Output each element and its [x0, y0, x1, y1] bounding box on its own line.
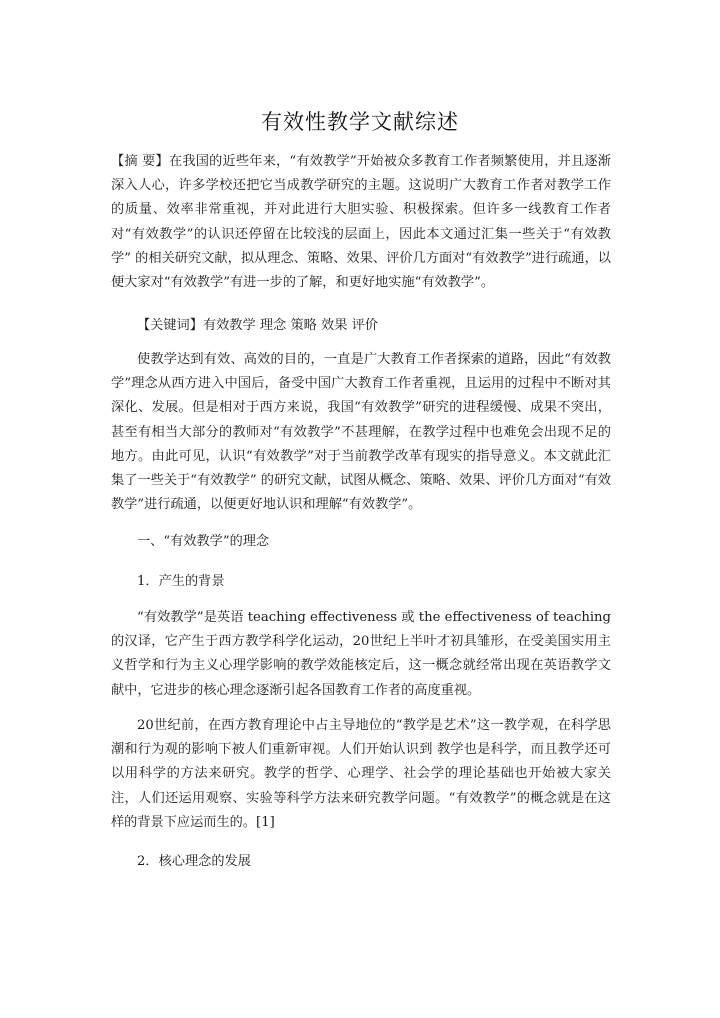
history-paragraph: 20世纪前，在西方教育理论中占主导地位的“教学是艺术”这一教学观，在科学思潮和行为观的影响下被人们重新审视。人们开始认识到 教学也是科学，而且教学还可以用科学的方法来研究。教学的哲学、心理学、社会学的理论基础也开始被大家关注，人们还运用观察、实验等科学方法来研究教学问题。“有效教学”的概念就是在这样的背景下应运而生的。[1]	[111, 718, 611, 830]
intro-paragraph: 使教学达到有效、高效的目的，一直是广大教育工作者探索的道路，因此“有效教学”理念从西方进入中国后，备受中国广大教育工作者重视，且运用的过程中不断对其深化、发展。但是相对于西方来说，我国“有效教学”研究的进程缓慢、成果不突出，甚至有相当大部分的教师对“有效教学”不甚理解，在教学过程中也难免会出现不足的地方。由此可见，认识“有效教学”对于当前教学改革有现实的指导意义。本文就此汇集了一些关于“有效教学” 的研究文献，试图从概念、策略、效果、评价几方面对“有效教学”进行疏通，以便更好地认识和理解“有效教学”。	[111, 352, 611, 513]
keywords-line	[137, 314, 378, 333]
abstract-label: 【摘 要】	[111, 154, 169, 169]
subsection-heading-development: 2．核心理念的发展	[137, 854, 251, 869]
section-heading-concept: 一、“有效教学”的理念	[137, 534, 270, 549]
keywords-text: 有效教学 理念 策略 效果 评价	[202, 318, 378, 333]
background-paragraph: “有效教学”是英语 teaching effectiveness 或 the effectiveness of teaching 的汉译，它产生于西方教学科学化运动，20世纪上半叶才初具雏形，在受美国实用主义哲学和行为主义心理学影响的教学效能核定后，这一概念就经常出现在英语教学文献中，它进步的核心理念逐渐引起各国教育工作者的高度重视。	[111, 610, 611, 698]
abstract-paragraph	[111, 150, 611, 295]
subsection-heading-background: 1．产生的背景	[137, 574, 225, 589]
abstract-text: 在我国的近些年来，“有效教学”开始被众多教育工作者频繁使用，并且逐渐深入人心，许多学校还把它当成教学研究的主题。这说明广大教育工作者对教学工作的质量、效率非常重视，并对此进行大胆实验、积极探索。但许多一线教育工作者对“有效教学”的认识还停留在比较浅的层面上，因此本文通过汇集一些关于“有效教学” 的相关研究文献，拟从理念、策略、效果、评价几方面对“有效教学”进行疏通，以便大家对“有效教学”有进一步的了解，和更好地实施“有效教学”。	[111, 154, 611, 291]
page-title: 有效性教学文献综述	[261, 110, 459, 134]
keywords-label: 【关键词】	[137, 318, 203, 333]
